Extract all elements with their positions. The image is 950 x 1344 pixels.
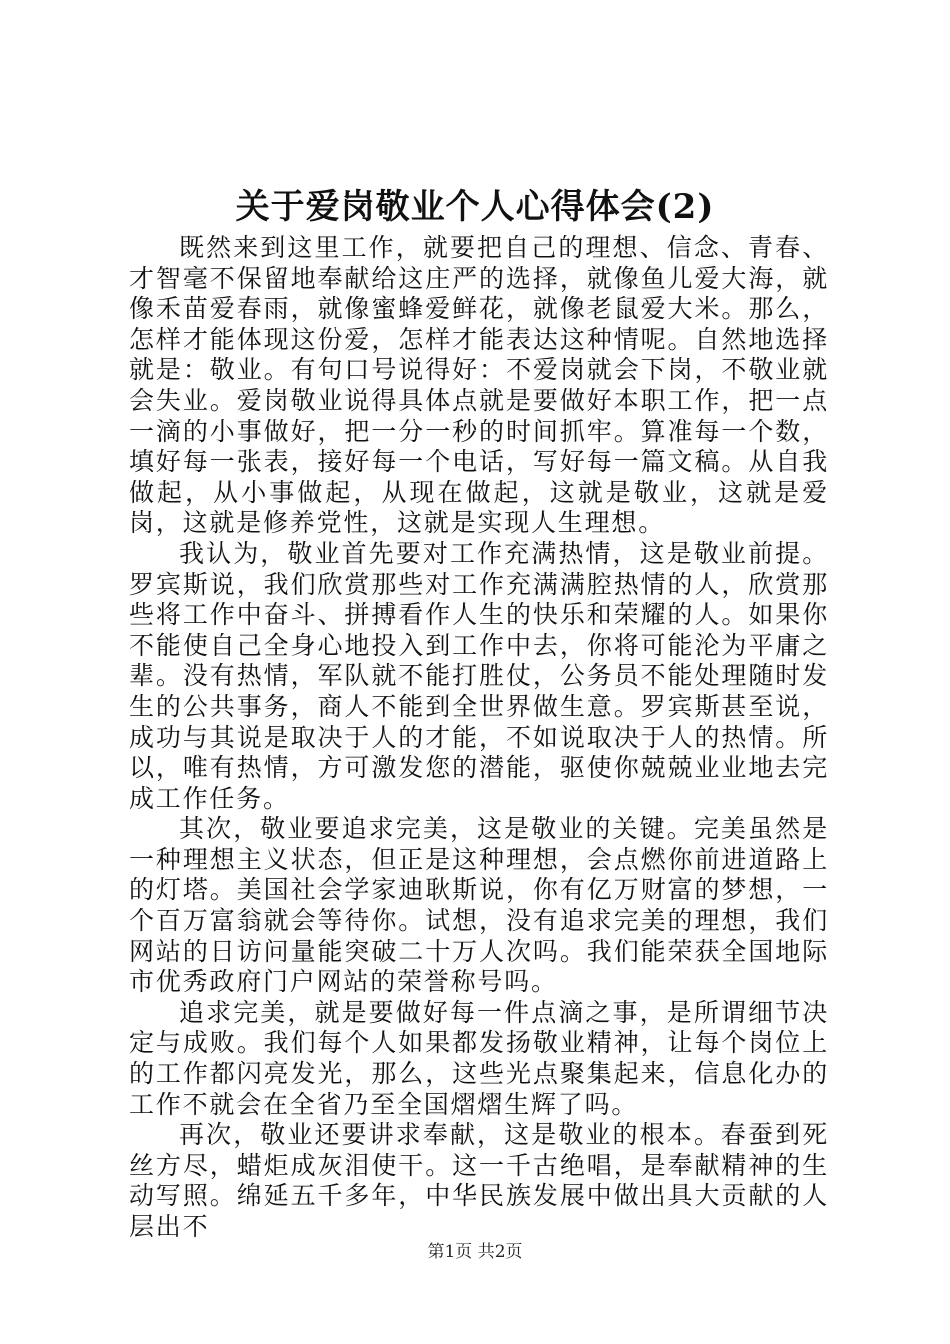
paragraph: 既然来到这里工作，就要把自己的理想、信念、青春、才智毫不保留地奉献给这庄严的选择，就像鱼儿爱大海，就像禾苗爱春雨，就像蜜蜂爱鲜花，就像老鼠爱大米。那么，怎样才能体现这份爱，怎样才能表达这种情呢。自然地选择就是：敬业。有句口号说得好：不爱岗就会下岗，不敬业就会失业。爱岗敬业说得具体点就是要做好本职工作，把一点一滴的小事做好，把一分一秒的时间抓牢。算准每一个数，填好每一张表，接好每一个电话，写好每一篇文稿。从自我做起，从小事做起，从现在做起，这就是敬业，这就是爱岗，这就是修养党性，这就是实现人生理想。	[129, 233, 829, 538]
paragraph: 再次，敬业还要讲求奉献，这是敬业的根本。春蚕到死丝方尽，蜡炬成灰泪使干。这一千古绝唱，是奉献精神的生动写照。绵延五千多年，中华民族发展中做出具大贡献的人层出不	[129, 1120, 829, 1241]
document-title: 关于爱岗敬业个人心得体会(2)	[235, 187, 715, 227]
paragraph: 我认为，敬业首先要对工作充满热情，这是敬业前提。罗宾斯说，我们欣赏那些对工作充满满腔热情的人，欣赏那些将工作中奋斗、拼搏看作人生的快乐和荣耀的人。如果你不能使自己全身心地投入到工作中去，你将可能沦为平庸之辈。没有热情，军队就不能打胜仗，公务员不能处理随时发生的公共事务，商人不能到全世界做生意。罗宾斯甚至说，成功与其说是取决于人的才能，不如说取决于人的热情。所以，唯有热情，方可激发您的潜能，驱使你兢兢业业地去完成工作任务。	[129, 538, 829, 813]
paragraph: 其次，敬业要追求完美，这是敬业的关键。完美虽然是一种理想主义状态，但正是这种理想，会点燃你前进道路上的灯塔。美国社会学家迪耿斯说，你有亿万财富的梦想，一个百万富翁就会等待你。试想，没有追求完美的理想，我们网站的日访问量能突破二十万人次吗。我们能荣获全国地际市优秀政府门户网站的荣誉称号吗。	[129, 814, 829, 997]
paragraph: 追求完美，就是要做好每一件点滴之事，是所谓细节决定与成败。我们每个人如果都发扬敬业精神，让每个岗位上的工作都闪亮发光，那么，这些光点聚集起来，信息化办的工作不就会在全省乃至全国熠熠生辉了吗。	[129, 997, 829, 1119]
page-number-footer: 第1页 共2页	[427, 1242, 523, 1262]
document-body	[129, 233, 829, 1243]
